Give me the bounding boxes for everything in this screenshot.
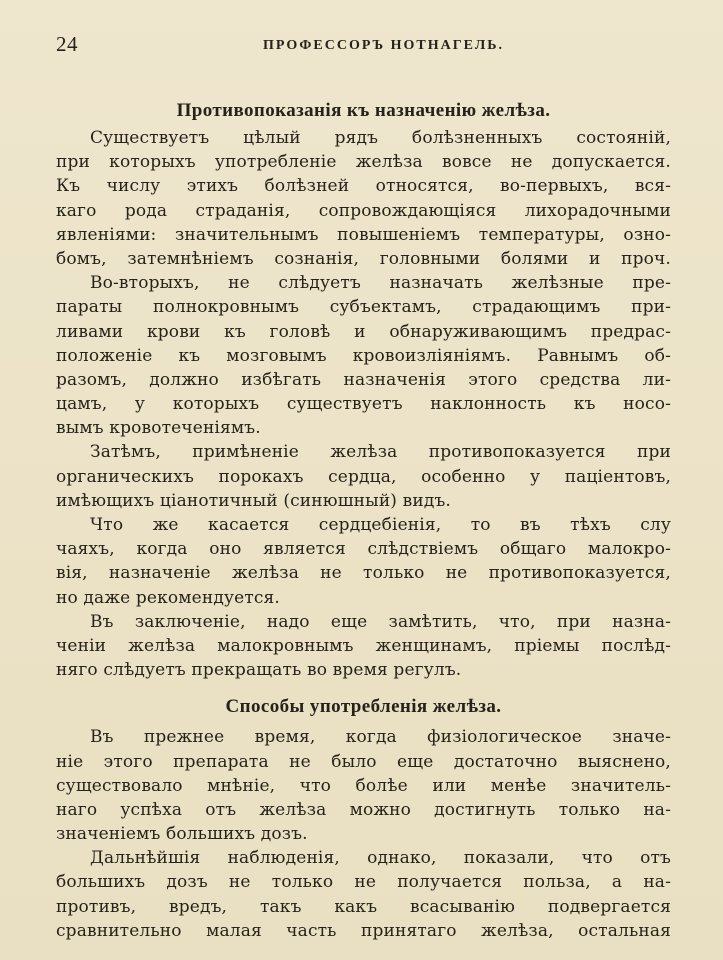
- paragraph: [56, 513, 671, 610]
- paragraph: [56, 126, 671, 271]
- paragraph: [56, 725, 671, 846]
- page-number: 24: [56, 32, 78, 56]
- paragraph: [56, 440, 671, 513]
- section-heading-methods: Способы употребленія желѣза.: [225, 696, 502, 718]
- text-line: но даже рекомендуется.: [56, 587, 280, 608]
- text-line: разомъ, должно избѣгать назначенія этого средства ли-: [56, 369, 671, 390]
- text-line: каго рода страданія, сопровождающіяся лихорадочными: [56, 200, 671, 221]
- text-line: Во-вторыхъ, не слѣдуетъ назначать желѣзные пре-: [90, 273, 671, 294]
- text-line: сравнительно малая часть принятаго желѣза, остальная: [56, 920, 671, 941]
- text-line: Въ заключеніе, надо еще замѣтить, что, при назна-: [90, 611, 671, 632]
- page-header: [56, 32, 671, 62]
- text-line: большихъ дозъ не только не получается польза, а на-: [56, 872, 671, 893]
- text-line: цамъ, у которыхъ существуетъ наклонность къ носо-: [56, 394, 671, 415]
- text-line: параты полнокровнымъ субъектамъ, страдающимъ при-: [56, 297, 671, 318]
- text-line: имѣющихъ ціанотичный (синюшный) видъ.: [56, 490, 451, 511]
- paragraph: [56, 846, 671, 943]
- text-line: Затѣмъ, примѣненіе желѣза противопоказуется при: [90, 442, 671, 463]
- text-line: Въ прежнее время, когда физіологическое значе-: [90, 727, 671, 748]
- text-line: Существуетъ цѣлый рядъ болѣзненныхъ состояній,: [90, 128, 671, 148]
- text-line: бомъ, затемнѣніемъ сознанія, головными болями и проч.: [56, 248, 671, 269]
- text-line: Что же касается сердцебіенія, то въ тѣхъ слу: [90, 515, 671, 535]
- text-line: Къ числу этихъ болѣзней относятся, во-первыхъ, вся-: [56, 176, 671, 197]
- text-line: при которыхъ употребленіе желѣза вовсе не допускается.: [56, 152, 671, 173]
- section-methods: [56, 725, 671, 943]
- text-line: няго слѣдуетъ прекращать во время регулъ.: [56, 660, 462, 681]
- text-line: существовало мнѣніе, что болѣе или менѣе значитель-: [56, 775, 671, 796]
- text-line: ливами крови къ головѣ и обнаруживающимъ предрас-: [56, 321, 671, 342]
- section-heading-contraindications: Противопоказанія къ назначенію желѣза.: [176, 100, 551, 121]
- text-line: чаяхъ, когда оно является слѣдствіемъ общаго малокро-: [56, 539, 671, 560]
- text-line: противъ, вредъ, такъ какъ всасыванію подвергается: [56, 896, 671, 917]
- text-line: явленіями: значительнымъ повышеніемъ температуры, озно-: [56, 224, 671, 245]
- section-contraindications: [56, 126, 671, 682]
- running-title: ПРОФЕССОРЪ НОТНАГЕЛЬ.: [262, 38, 505, 53]
- text-line: органическихъ порокахъ сердца, особенно у паціентовъ,: [56, 466, 671, 487]
- text-line: вымъ кровотеченіямъ.: [56, 418, 261, 439]
- text-line: вія, назначеніе желѣза не только не противопоказуется,: [56, 563, 671, 584]
- text-line: наго успѣха отъ желѣза можно достигнуть только на-: [56, 799, 671, 820]
- paragraph: [56, 610, 671, 683]
- text-line: значеніемъ большихъ дозъ.: [56, 824, 308, 845]
- paragraph: [56, 271, 671, 440]
- text-line: ченіи желѣза малокровнымъ женщинамъ, пріемы послѣд-: [56, 635, 671, 656]
- text-line: положеніе къ мозговымъ кровоизліяніямъ. Равнымъ об-: [56, 345, 671, 366]
- text-line: Дальнѣйшія наблюденія, однако, показали, что отъ: [90, 848, 671, 869]
- text-line: ніе этого препарата не было еще достаточно выяснено,: [56, 751, 671, 772]
